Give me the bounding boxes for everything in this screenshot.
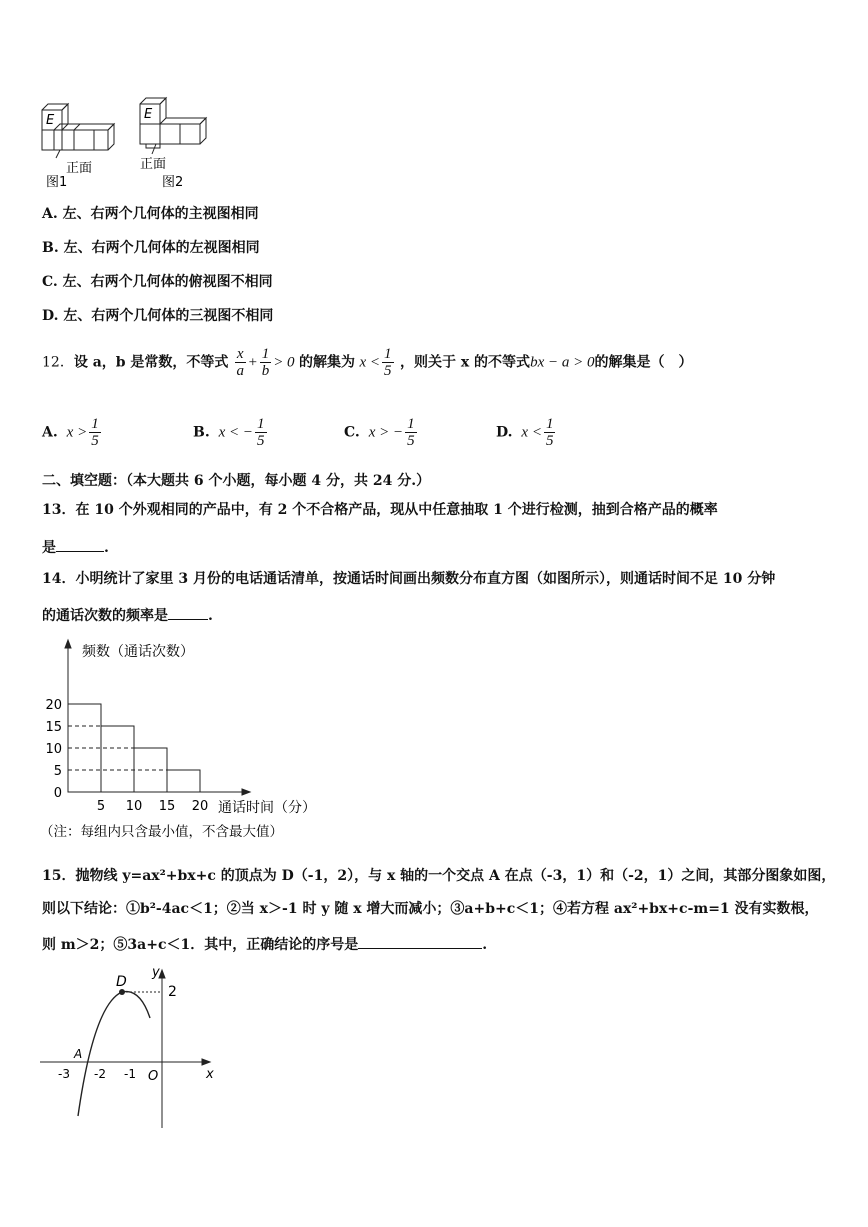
- parabola-curve: [78, 992, 150, 1116]
- parabola-svg: [36, 964, 226, 1134]
- q12-ineq2: bx − a > 0: [530, 354, 595, 371]
- option-letter: A.: [42, 206, 58, 222]
- fig2-front-label: 正面: [140, 157, 167, 172]
- q13-line2: 是 .: [42, 537, 109, 557]
- section-heading: 二、填空题：（本大题共 6 个小题，每小题 4 分，共 24 分.）: [42, 473, 431, 489]
- histogram-ytick-20: 20: [45, 698, 62, 713]
- fig1-front-label: 正面: [66, 161, 93, 176]
- q12-stem: 12．设 a，b 是常数，不等式 $\frac{x}{a}$ + $\frac{1}{b}$ > 0 的解集为 x < $\frac{1}{5}$ ，则关于 x 的不等式bx − a > 0的解集是（ ）: [42, 346, 693, 379]
- histogram-xtick-20: 20: [191, 799, 209, 814]
- q12-option-c: C. x > − $\frac{1}{5}$: [344, 416, 415, 449]
- option-letter: B.: [42, 240, 59, 256]
- q11-option-d: [42, 307, 273, 325]
- fig1-caption: 图1: [46, 175, 68, 188]
- graph-tick-neg1: -1: [124, 1067, 136, 1081]
- x-axis-arrow: [242, 789, 250, 795]
- fraction-x-over-a: $\frac{x}{a}$: [236, 346, 244, 379]
- graph-value-2: 2: [168, 984, 177, 1000]
- fig1-face-label: E: [46, 113, 55, 128]
- option-letter: D.: [42, 308, 59, 324]
- q12-option-b: B. x < − $\frac{1}{5}$: [193, 416, 265, 449]
- histogram-bar-15-20: [167, 770, 200, 792]
- histogram-x-label: 通话时间（分）: [218, 800, 316, 816]
- q12-text-4: 的解集是（ ）: [594, 354, 693, 371]
- graph-tick-neg2: -2: [94, 1067, 106, 1081]
- q15-line2: 则以下结论：①b²-4ac＜1；②当 x＞-1 时 y 随 x 增大而减小；③a+b+c＜1；④若方程 ax²+bx+c-m=1 没有实数根，: [42, 901, 819, 917]
- fig2-caption: 图2: [162, 175, 184, 188]
- graph-d-label: D: [116, 974, 127, 990]
- graph-a-label: A: [74, 1047, 83, 1061]
- cube-views-figure: [36, 96, 216, 188]
- q11-option-c: [42, 273, 273, 291]
- graph-x-arrow: [202, 1059, 210, 1065]
- q12-text-2: 的解集为: [299, 354, 356, 371]
- q15-line3: 则 m＞2；⑤3a+c＜1．其中，正确结论的序号是 .: [42, 934, 487, 954]
- q12-solution-prefix: x <: [359, 354, 380, 371]
- option-text: 左、右两个几何体的左视图相同: [63, 240, 260, 256]
- parabola-graph: [36, 964, 226, 1134]
- q12-ineq-rest: > 0: [273, 354, 295, 371]
- q12-option-a: A. x > $\frac{1}{5}$: [42, 416, 99, 449]
- fraction-1-over-5: $\frac{1}{5}$: [384, 346, 392, 379]
- histogram-note: （注：每组内只含最小值，不含最大值）: [40, 824, 283, 840]
- graph-origin-label: O: [148, 1069, 159, 1084]
- fig2-face-label: E: [144, 107, 153, 122]
- option-letter: C.: [42, 274, 58, 290]
- y-axis-arrow: [65, 640, 71, 648]
- q12-number: 12．: [42, 354, 74, 371]
- histogram-ytick-10: 10: [45, 742, 62, 757]
- graph-y-arrow: [159, 970, 165, 978]
- q12-text-3: ，则关于 x 的不等式: [399, 354, 531, 371]
- histogram-bar-5-10: [101, 726, 134, 792]
- option-text: 左、右两个几何体的俯视图不相同: [62, 274, 273, 290]
- graph-x-label: x: [206, 1067, 214, 1082]
- histogram-figure: [36, 636, 336, 846]
- histogram-ytick-15: 15: [45, 720, 62, 735]
- histogram-xtick-15: 15: [158, 799, 176, 814]
- answer-blank: [358, 934, 482, 949]
- q11-option-b: [42, 239, 260, 257]
- q14-line2: 的通话次数的频率是 .: [42, 605, 213, 625]
- histogram-svg: [36, 636, 336, 846]
- graph-tick-neg3: -3: [58, 1067, 70, 1081]
- option-text: 左、右两个几何体的主视图相同: [62, 206, 259, 222]
- option-text: 左、右两个几何体的三视图不相同: [63, 308, 274, 324]
- answer-blank: [168, 605, 208, 620]
- histogram-xtick-10: 10: [125, 799, 143, 814]
- q11-figures: [36, 96, 216, 188]
- answer-blank: [56, 537, 104, 552]
- q13-line1: 13．在 10 个外观相同的产品中，有 2 个不合格产品，现从中任意抽取 1 个进行检测，抽到合格产品的概率: [42, 502, 718, 518]
- histogram-xtick-5: 5: [96, 799, 106, 814]
- graph-y-label: y: [152, 965, 160, 980]
- q11-option-a: [42, 205, 259, 223]
- fraction-1-over-b: $\frac{1}{b}$: [261, 346, 270, 379]
- q14-line1: 14．小明统计了家里 3 月份的电话通话清单，按通话时间画出频数分布直方图（如图所示），则通话时间不足 10 分钟: [42, 571, 776, 587]
- q15-line1: 15．抛物线 y=ax²+bx+c 的顶点为 D（-1，2），与 x 轴的一个交点 A 在点（-3，1）和（-2，1）之间，其部分图象如图，: [42, 868, 836, 884]
- histogram-ytick-5: 5: [53, 764, 62, 779]
- q12-text-1: 设 a，b 是常数，不等式: [73, 354, 229, 371]
- q12-option-d: D. x < $\frac{1}{5}$: [496, 416, 554, 449]
- histogram-y-label: 频数（通话次数）: [82, 644, 194, 660]
- histogram-ytick-0: 0: [53, 786, 62, 801]
